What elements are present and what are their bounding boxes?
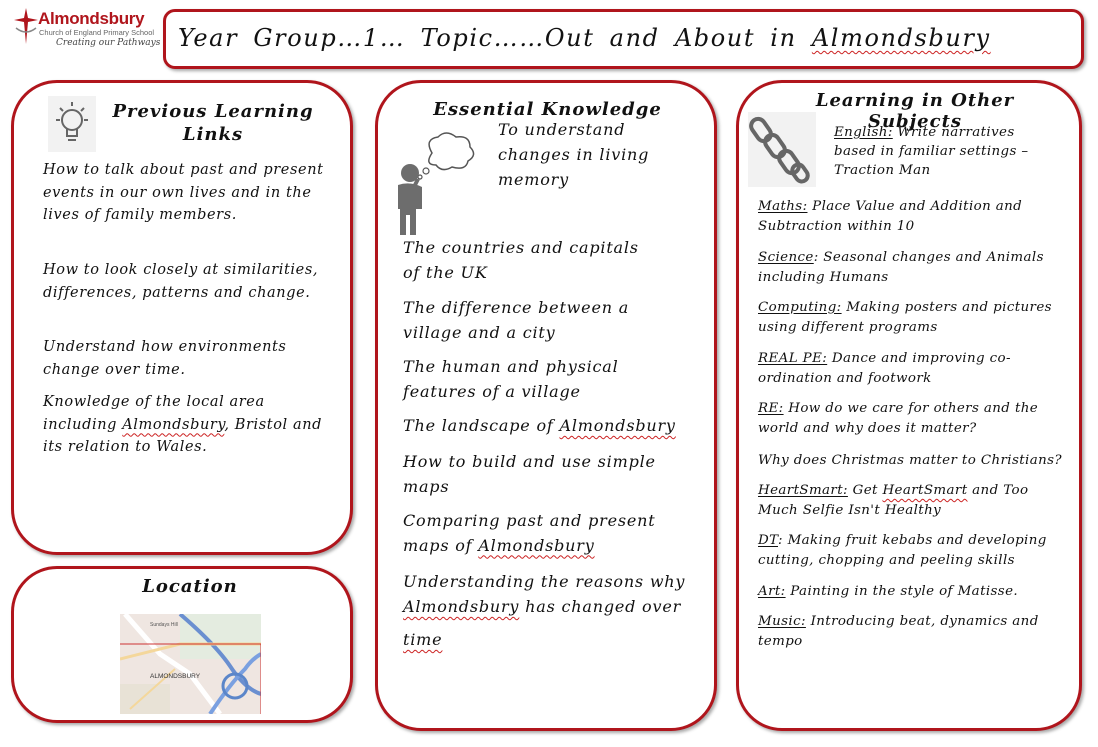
english-label: English: [834,125,893,140]
science-text: : Seasonal changes and Animals including Humans [758,250,1044,285]
science-label: Science [758,250,814,265]
subject-re [758,399,1073,439]
essential-knowledge-item-7-place: Almondsbury [403,597,520,616]
map-street-label: Sundays Hill [150,622,178,628]
previous-learning-heading: Previous Learning Links [112,101,314,145]
page-title [178,24,991,52]
essential-knowledge-intro: To understand changes in living memory [498,120,650,189]
subject-music [758,612,1073,652]
essential-knowledge-item-6 [403,509,663,558]
school-logo [12,6,162,58]
heartsmart-label: HeartSmart: [758,483,848,498]
essential-knowledge-item-4-place: Almondsbury [559,416,676,435]
school-crest-icon [12,6,40,46]
essential-knowledge-item-5: How to build and use simple maps [403,452,656,496]
subject-maths [758,197,1073,237]
maths-text: Place Value and Addition and Subtraction within 10 [758,199,1023,234]
music-label: Music: [758,614,806,629]
essential-knowledge-item-2: The difference between a village and a city [403,298,630,342]
essential-knowledge-item-4 [403,414,703,439]
essential-knowledge-item-6-text: Comparing past and present maps of [403,511,656,555]
heartsmart-text: Get [852,483,878,498]
computing-label: Computing: [758,300,842,315]
chain-link-icon [748,112,816,187]
essential-knowledge-item-7-rest: has changed over [525,597,682,616]
title-place: Almondsbury [811,24,991,52]
previous-learning-item-4-rest: , Bristol and its relation to Wales. [43,416,323,455]
dt-text: : Making fruit kebabs and developing cutting, chopping and peeling skills [758,533,1047,568]
subject-science [758,248,1073,288]
subject-pe [758,349,1073,389]
art-label: Art: [758,584,786,599]
previous-learning-item-3: Understand how environments change over time. [43,339,287,378]
pe-label: REAL PE: [758,351,828,366]
subject-art [758,582,1073,602]
previous-learning-item-2: How to look closely at similarities, differences, patterns and change. [43,262,319,301]
re-text: How do we care for others and the world and why does it matter? [758,401,1039,436]
essential-knowledge-item-7-text: Understanding the reasons why [403,572,686,591]
school-subtitle: Church of England Primary School [39,28,155,37]
map-place-label: ALMONDSBURY [150,673,201,680]
other-subjects-heading: Learning in Other Subjects [815,90,1015,132]
school-tagline: Creating our Pathways [56,38,161,48]
essential-knowledge-heading: Essential Knowledge [433,99,662,120]
location-heading: Location [142,576,238,597]
pe-text: Dance and improving co-ordination and footwork [758,351,1011,386]
essential-knowledge-item-7-time: time [403,630,443,649]
re-label: RE: [758,401,784,416]
title-bar [163,9,1084,69]
location-map-icon [120,614,261,714]
essential-knowledge-item-6-place: Almondsbury [478,535,595,555]
essential-knowledge-item-4-text: The landscape of [403,416,554,435]
heartsmart-rest: and Too Much Selfie Isn't Healthy [758,483,1029,518]
subject-computing [758,298,1073,338]
maths-label: Maths: [758,199,808,214]
previous-learning-item-4-place: Almondsbury [122,416,225,433]
previous-learning-item-4-text: Knowledge of the local area including [43,394,265,433]
subject-heartsmart [758,481,1073,521]
subject-dt [758,531,1073,571]
essential-knowledge-item-1: The countries and capitals of the UK [403,238,639,282]
heartsmart-word: HeartSmart [882,483,968,498]
previous-learning-item-4 [43,391,333,459]
computing-text: Making posters and pictures using different programs [758,300,1052,335]
essential-knowledge-item-7-end [403,628,503,653]
lightbulb-icon [48,96,96,152]
english-text: Write narratives based in familiar settings – Traction Man [834,125,1029,178]
subject-re-2: Why does Christmas matter to Christians? [758,453,1062,468]
art-text: Painting in the style of Matisse. [790,584,1019,599]
thinking-person-icon [394,131,478,235]
essential-knowledge-item-7 [403,569,703,619]
previous-learning-item-1: How to talk about past and present events in our own lives and in the lives of family members. [43,162,324,223]
dt-label: DT [758,533,778,548]
essential-knowledge-item-3: The human and physical features of a village [403,357,619,401]
subject-english [834,123,1059,180]
school-name: Almondsbury [38,9,145,28]
title-prefix: Year Group…1… Topic……Out and About in [178,24,797,52]
music-text: Introducing beat, dynamics and tempo [758,614,1039,649]
